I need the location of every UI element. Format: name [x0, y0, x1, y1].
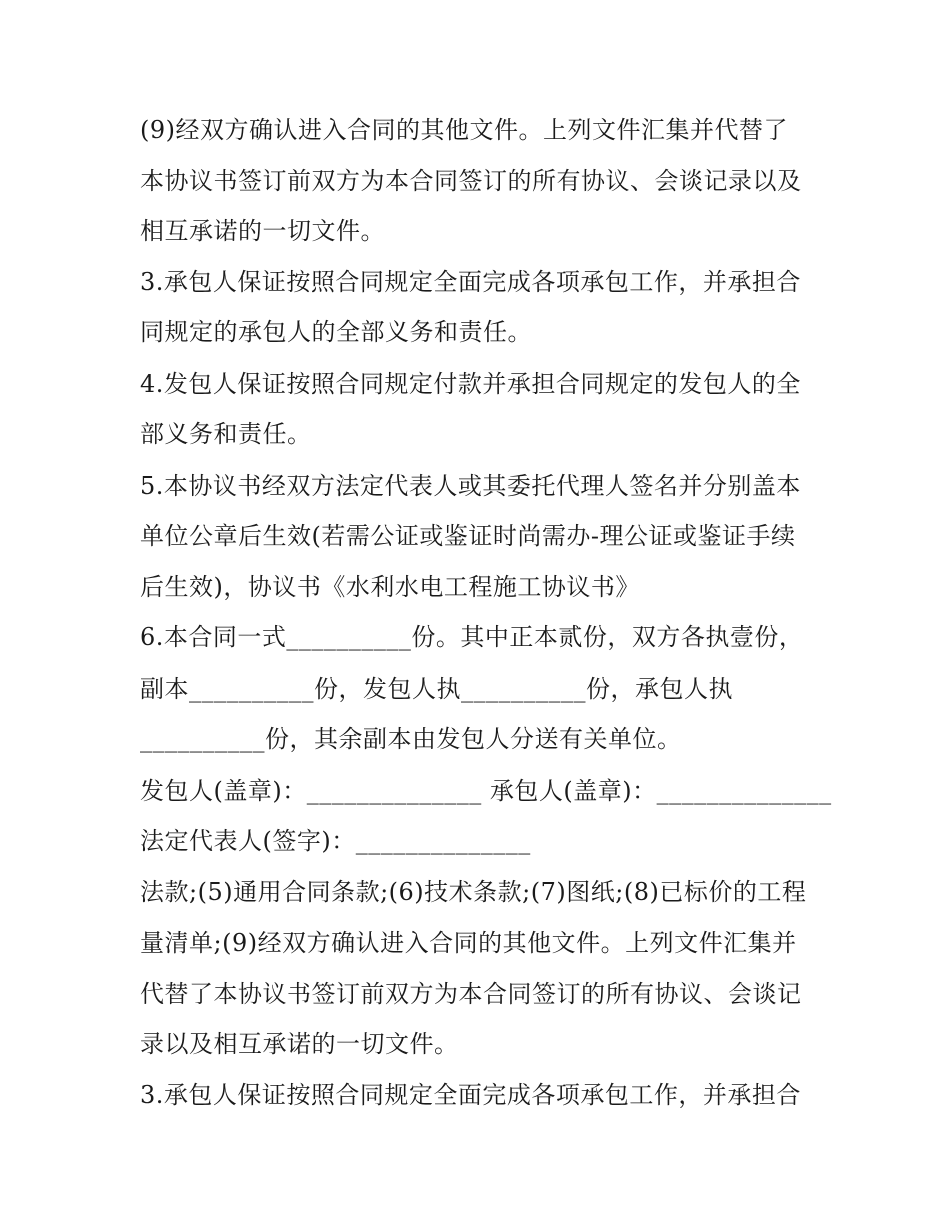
text-line: 副本__________份，发包人执__________份，承包人执 — [140, 675, 733, 703]
text-line: 本协议书签订前双方为本合同签订的所有协议、会谈记录以及 — [140, 167, 802, 195]
signature-line: 法定代表人(签字)：______________ — [140, 827, 531, 855]
text-line: __________份，其余副本由发包人分送有关单位。 — [140, 725, 682, 753]
text-line: 部义务和责任。 — [140, 420, 312, 448]
text-line: (9)经双方确认进入合同的其他文件。上列文件汇集并代替了 — [140, 116, 788, 144]
text-line: 后生效)，协议书《水利水电工程施工协议书》 — [140, 573, 640, 601]
text-line: 录以及相互承诺的一切文件。 — [140, 1030, 459, 1058]
text-line: 量清单;(9)经双方确认进入合同的其他文件。上列文件汇集并 — [140, 929, 797, 957]
text-line: 同规定的承包人的全部义务和责任。 — [140, 318, 532, 346]
text-line: 6.本合同一式__________份。其中正本贰份，双方各执壹份， — [140, 623, 804, 651]
text-line: 代替了本协议书签订前双方为本合同签订的所有协议、会谈记 — [140, 980, 802, 1008]
text-line: 法款;(5)通用合同条款;(6)技术条款;(7)图纸;(8)已标价的工程 — [140, 878, 807, 906]
text-line: 单位公章后生效(若需公证或鉴证时尚需办-理公证或鉴证手续 — [140, 522, 796, 550]
text-line: 相互承诺的一切文件。 — [140, 217, 385, 245]
text-line: 3.承包人保证按照合同规定全面完成各项承包工作，并承担合 — [140, 268, 801, 296]
text-line: 3.承包人保证按照合同规定全面完成各项承包工作，并承担合 — [140, 1081, 801, 1109]
text-line: 4.发包人保证按照合同规定付款并承担合同规定的发包人的全 — [140, 370, 801, 398]
signature-line: 发包人(盖章)：______________ 承包人(盖章)：______________ — [140, 777, 832, 805]
text-line: 5.本协议书经双方法定代表人或其委托代理人签名并分别盖本 — [140, 472, 801, 500]
